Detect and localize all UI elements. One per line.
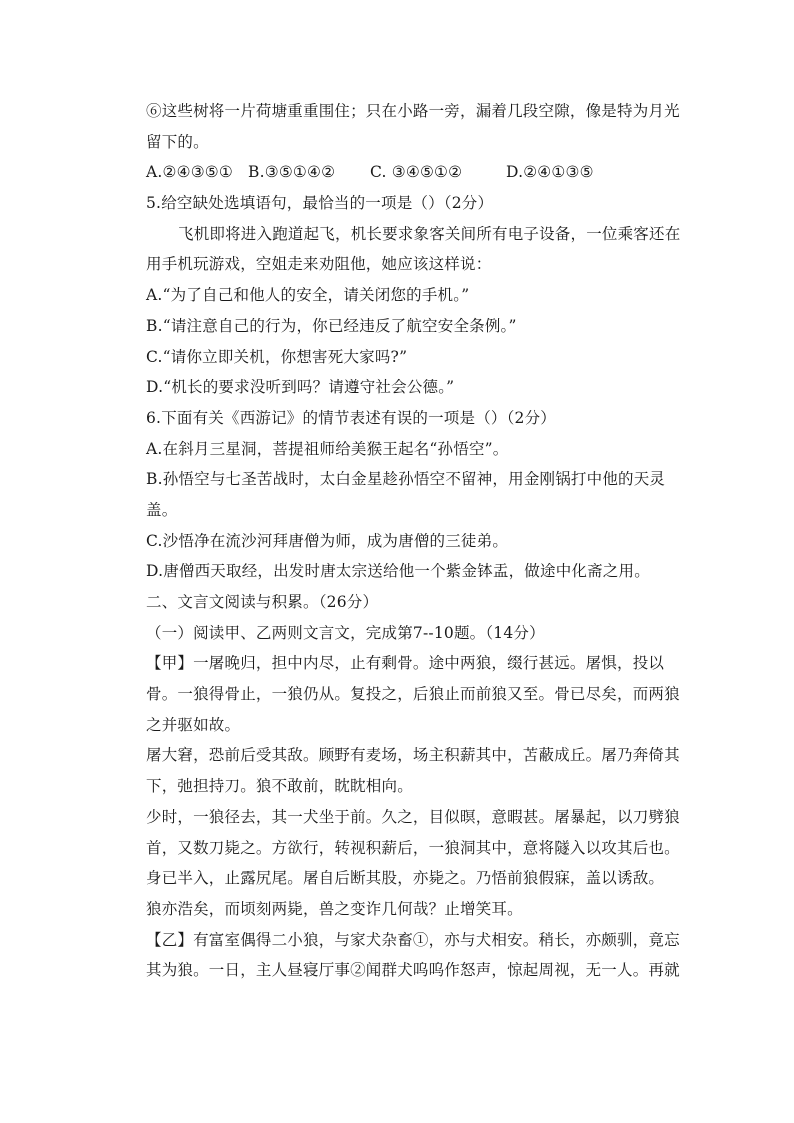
text-line: D.唐僧西天取经，出发时唐太宗送给他一个紫金钵盂，做途中化斋之用。 (146, 562, 650, 581)
subsection-heading: （一）阅读甲、乙两则文言文，完成第7--10题。（14分） (146, 623, 545, 642)
text-line: 首，又数刀毙之。方欲行，转视积薪后，一狼洞其中，意将隧入以攻其后也。 (146, 838, 680, 857)
text-line: C.“请你立即关机，你想害死大家吗?” (146, 347, 408, 366)
text-line: 狼亦浩矣，而顷刻两毙，兽之变诈几何哉？止增笑耳。 (146, 899, 523, 918)
question-5: 5.给空缺处选填语句，最恰当的一项是（）（2分） (146, 194, 494, 213)
option-b: B.③⑤①④② (248, 163, 336, 182)
text-line: 盖。 (146, 500, 178, 519)
section-heading: 二、文言文阅读与积累。（26分） (146, 593, 379, 611)
text-line: C.沙悟净在流沙河拜唐僧为师，成为唐僧的三徒弟。 (146, 531, 509, 550)
text-line: 少时，一狼径去，其一犬坐于前。久之，目似暝，意暇甚。屠暴起，以刀劈狼 (146, 807, 680, 826)
text-line: 之并驱如故。 (146, 715, 241, 734)
text-line: B.孙悟空与七圣苦战时，太白金星趁孙悟空不留神，用金刚锅打中他的天灵 (146, 470, 666, 489)
document-page (146, 96, 681, 986)
text-line: D.“机长的要求没听到吗？请遵守社会公德。” (146, 378, 455, 397)
text-line: 屠大窘，恐前后受其敌。顾野有麦场，场主积薪其中，苫蔽成丘。屠乃奔倚其 (146, 746, 680, 765)
question-6: 6.下面有关《西游记》的情节表述有误的一项是（）（2分） (146, 408, 557, 427)
option-d: D.②④①③⑤ (506, 163, 594, 182)
text-line: 用手机玩游戏，空姐走来劝阻他，她应该这样说： (146, 255, 492, 274)
text-line: A.在斜月三星洞，菩提祖师给美猴王起名“孙悟空”。 (146, 439, 509, 458)
text-line: B.“请注意自己的行为，你已经违反了航空安全条例。” (146, 316, 517, 335)
option-c: C. ③④⑤①② (370, 163, 463, 182)
text-line: 【乙】有富室偶得二小狼，与家犬杂畜①，亦与犬相安。稍长，亦颇驯，竟忘 (146, 930, 680, 949)
text-line: 【甲】一屠晚归，担中内尽，止有剩骨。途中两狼，缀行甚远。屠惧，投以 (146, 654, 665, 673)
answer-options (146, 157, 666, 188)
text-line: ⑥这些树将一片荷塘重重围住；只在小路一旁，漏着几段空隙，像是特为月光 (146, 102, 680, 120)
option-a: A.②④③⑤① (146, 163, 233, 182)
text-line: 骨。一狼得骨止，一狼仍从。复投之，后狼止而前狼又至。骨已尽矣，而两狼 (146, 685, 680, 704)
text-line: 身已半入，止露尻尾。屠自后断其股，亦毙之。乃悟前狼假寐，盖以诱敌。 (146, 869, 665, 888)
text-line: 其为狼。一日，主人昼寝厅事②闻群犬呜呜作怒声，惊起周视，无一人。再就 (146, 961, 680, 980)
text-line: A.“为了自己和他人的安全，请关闭您的手机。” (146, 286, 470, 305)
text-line: 下，弛担持刀。狼不敢前，眈眈相向。 (146, 777, 413, 796)
text-line: 飞机即将进入跑道起飞，机长要求象客关间所有电子设备，一位乘客还在 (178, 224, 681, 243)
text-line: 留下的。 (146, 132, 209, 151)
